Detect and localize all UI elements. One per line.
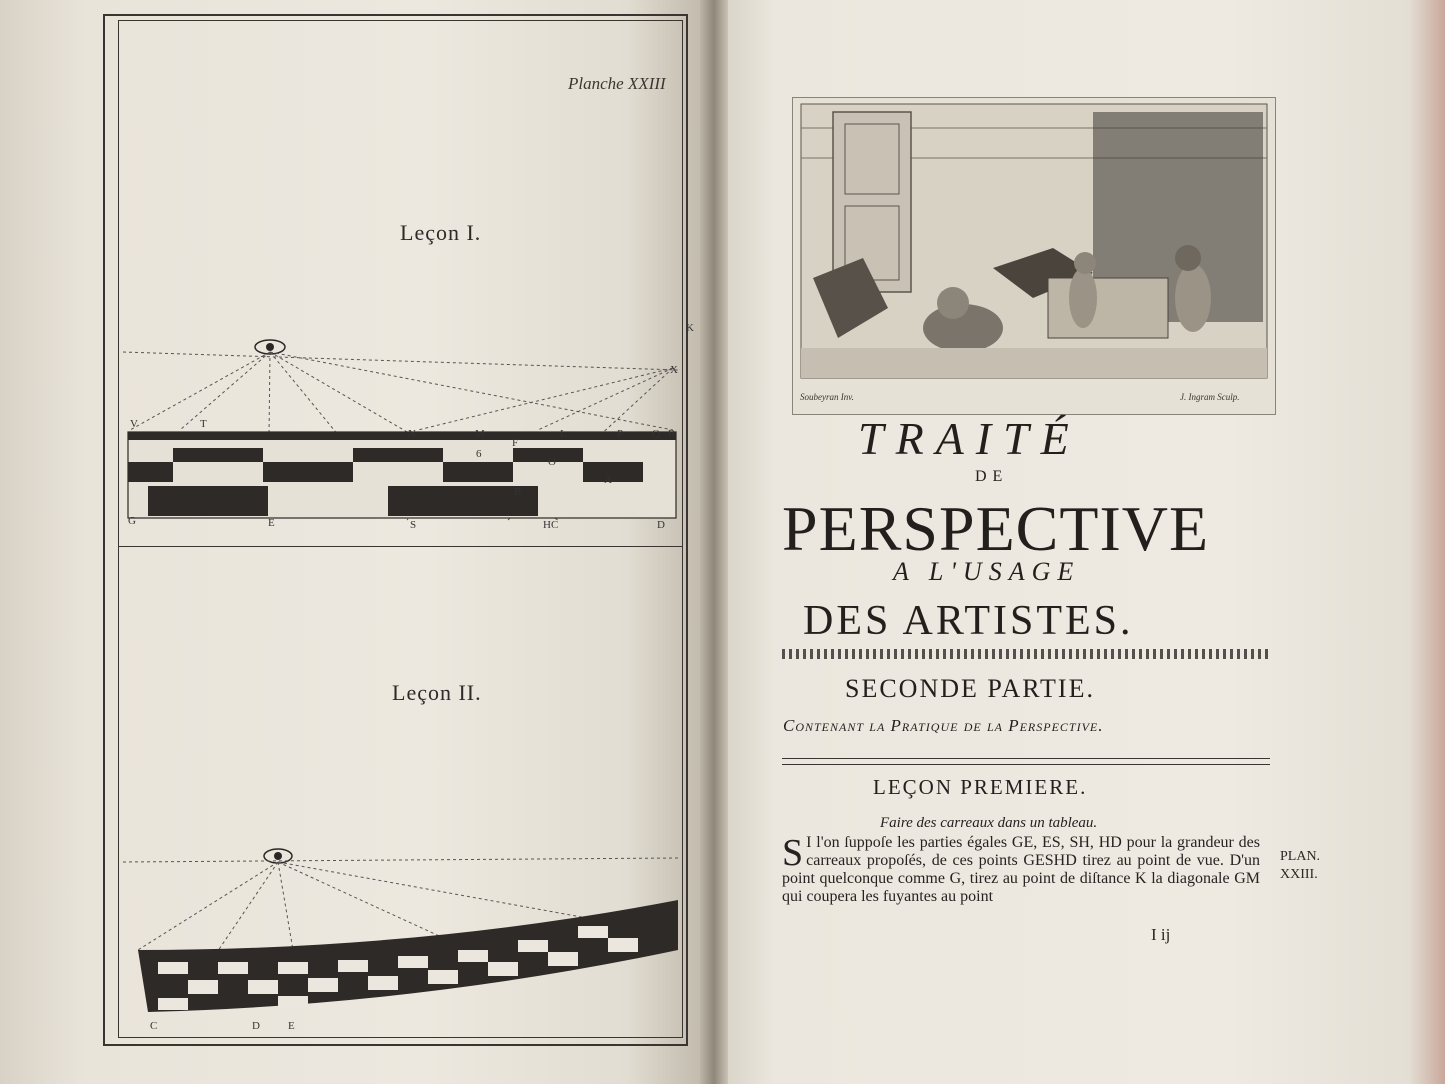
body-text: I l'on ſuppoſe les parties égales GE, ES, SH, HD pour la grandeur des carreaux propoſés, de ces points GESHD tirez au point de vue. D'un point quelconque comme G, tirez au point de diſtance K la diagonale GM qui coupera les fuyantes au point: [782, 834, 1260, 905]
plate1-letter-6: 6: [476, 448, 482, 460]
plate1-letter-g: G: [128, 515, 136, 527]
engraving-credit-engraver: J. Ingram Sculp.: [1180, 392, 1240, 402]
drop-cap: S: [782, 832, 804, 874]
plate1-letter-t: T: [200, 418, 207, 430]
plate1-letter-n: N: [408, 428, 416, 440]
engraving-illustration: [793, 98, 1275, 414]
title-line-perspective: PERSPECTIVE: [782, 493, 1210, 564]
body-paragraph: [782, 834, 1260, 906]
signature-mark: I ij: [1151, 925, 1171, 944]
engraving-credit-inventor: Soubeyran Inv.: [800, 392, 854, 402]
ornamental-rule: [782, 649, 1270, 659]
frontispiece-engraving: [792, 97, 1276, 415]
plate1-letter-o: O: [548, 456, 556, 468]
plate-divider: [118, 546, 683, 547]
margin-note-line-1: PLAN.: [1280, 849, 1321, 864]
lesson-heading: LEÇON PREMIERE.: [873, 775, 1088, 799]
plate1-letter-k: K: [686, 322, 694, 334]
plate1-letter-e: E: [268, 517, 275, 529]
section-heading: SECONDE PARTIE.: [845, 674, 1095, 703]
lecon-1-label: Leçon I.: [400, 220, 482, 245]
lecon-2-diagram: [118, 830, 683, 1030]
section-rule-lower: [782, 764, 1270, 765]
plate1-letter-hc: HC: [543, 519, 559, 531]
lesson-subheading: Faire des carreaux dans un tableau.: [880, 815, 1098, 831]
book-gutter: [700, 0, 728, 1084]
plate1-letter-v: V: [130, 418, 138, 430]
plate1-letter-l: L: [560, 428, 567, 440]
title-line-traite: TRAITÉ: [858, 413, 1081, 464]
plate2-letter-c: C: [150, 1020, 158, 1032]
plate1-letter-b: B: [514, 486, 522, 498]
plate2-letter-e: E: [288, 1020, 295, 1032]
plate1-letter-s: S: [410, 519, 417, 531]
lecon-2-label: Leçon II.: [392, 680, 482, 705]
section-subtitle: Contenant la Pratique de la Perspective.: [783, 716, 1104, 735]
section-rule-upper: [782, 758, 1270, 759]
plate2-letter-d: D: [252, 1020, 260, 1032]
title-line-des-artistes: DES ARTISTES.: [803, 598, 1134, 644]
plate1-letter-q: Q: [652, 428, 660, 440]
margin-note-line-2: XXIII.: [1280, 867, 1318, 882]
plate1-letter-m: M: [475, 428, 485, 440]
plate1-letter-r: R: [668, 428, 676, 440]
margin-note: [1280, 848, 1320, 884]
title-line-de: DE: [975, 468, 1009, 485]
plate-number: Planche XXIII: [568, 74, 666, 93]
plate1-letter-d: D: [657, 519, 665, 531]
plate1-letter-f: F: [512, 437, 519, 449]
plate1-letter-a: A: [604, 474, 612, 486]
plate1-letter-p: P: [617, 428, 624, 440]
lecon-1-diagram: [118, 320, 683, 546]
eye-icon: [255, 340, 285, 354]
title-line-a-lusage: A L'USAGE: [893, 557, 1081, 586]
plate1-letter-x: X: [670, 364, 678, 376]
